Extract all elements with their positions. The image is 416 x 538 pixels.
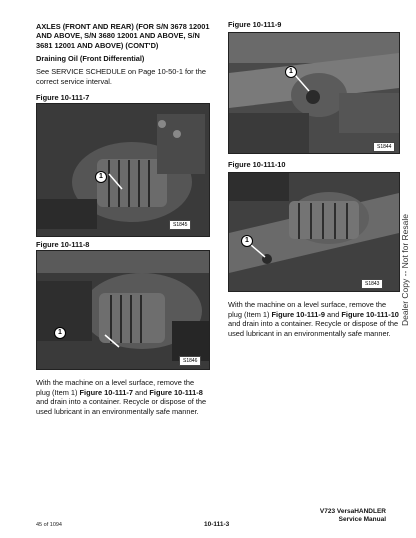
dealer-copy-notice — [400, 160, 410, 380]
figure-9-code: S1844 — [373, 142, 395, 152]
figure-7-callout: 1 — [95, 171, 107, 183]
dealer-copy-text: Dealer Copy -- Not for Resale — [400, 214, 410, 326]
text-run: With the machine on a level surface, remove the plug (Item 1) — [228, 300, 387, 319]
figure-8-label: Figure 10-111-8 — [36, 240, 90, 249]
manual-name: Service Manual — [338, 516, 386, 523]
figure-9-callout: 1 — [285, 66, 297, 78]
text-run: With the machine on a level surface, remove the plug (Item 1) — [36, 378, 195, 397]
figure-8-callout: 1 — [54, 327, 66, 339]
page-number: 10-111-3 — [204, 521, 230, 528]
text-run: and drain into a container. Recycle or dispose of the used lubricant in an environmentally safe manner. — [228, 319, 399, 338]
text-run: and drain into a container. Recycle or dispose of the used lubricant in an environmentally safe manner. — [36, 397, 207, 416]
model-name: V723 VersaHANDLER — [319, 508, 386, 515]
figure-8-photo — [36, 250, 210, 370]
figure-10-label: Figure 10-111-10 — [228, 160, 286, 169]
right-instruction-paragraph — [228, 300, 400, 338]
figure-9-label: Figure 10-111-9 — [228, 20, 282, 29]
figure-ref: Figure 10-111-10 — [341, 309, 399, 319]
figure-ref: Figure 10-111-8 — [149, 387, 203, 397]
figure-10-callout: 1 — [241, 235, 253, 247]
left-instruction-paragraph — [36, 378, 210, 416]
figure-7-label: Figure 10-111-7 — [36, 93, 90, 102]
section-heading: AXLES (FRONT AND REAR) (FOR S/N 3678 12001 AND ABOVE, S/N 3680 12001 AND ABOVE, S/N 3681 12001 AND ABOVE) (CONT'D) — [36, 22, 210, 50]
page-count: 45 of 1094 — [36, 522, 62, 528]
figure-10-photo — [228, 172, 400, 292]
text-run: and — [132, 387, 150, 397]
figure-ref: Figure 10-111-9 — [271, 309, 325, 319]
figure-9-photo — [228, 32, 400, 154]
subsection-title: Draining Oil (Front Differential) — [36, 54, 145, 63]
figure-7-code: S1845 — [169, 220, 191, 230]
figure-7-photo — [36, 103, 210, 237]
figure-10-code: S1843 — [361, 279, 383, 289]
text-run: and — [324, 309, 342, 319]
intro-paragraph: See SERVICE SCHEDULE on Page 10-50-1 for the correct service interval. — [36, 67, 206, 86]
figure-8-code: S1846 — [179, 356, 201, 366]
manual-title — [300, 508, 386, 524]
figure-ref: Figure 10-111-7 — [79, 387, 133, 397]
